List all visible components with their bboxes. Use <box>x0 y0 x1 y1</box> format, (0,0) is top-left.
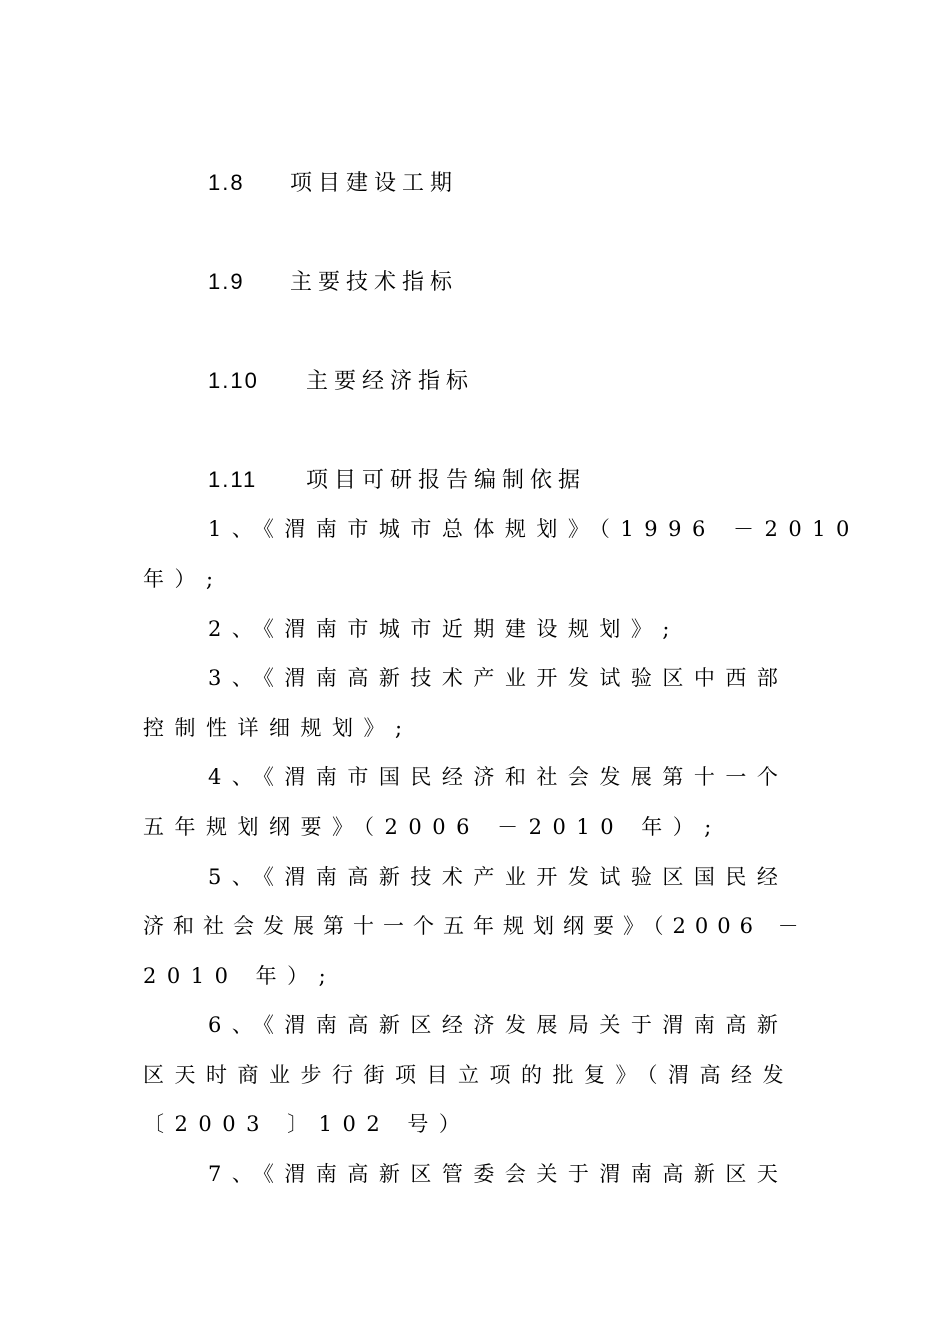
basis-item-6: 6、《渭南高新区经济发展局关于渭南高新 <box>208 1013 789 1037</box>
section-number: 1.8 <box>208 170 245 195</box>
section-number: 1.9 <box>208 269 245 294</box>
basis-item-1-cont: 年）; <box>143 567 224 591</box>
basis-item-6-cont-2: 〔2003 〕102 号） <box>143 1112 471 1136</box>
basis-item-3: 3、《渭南高新技术产业开发试验区中西部 <box>208 666 789 690</box>
basis-item-5: 5、《渭南高新技术产业开发试验区国民经 <box>208 865 789 889</box>
basis-item-3-cont: 控制性详细规划》; <box>143 716 413 740</box>
section-heading-1-8 <box>208 168 458 198</box>
basis-item-2: 2、《渭南市城市近期建设规划》; <box>208 617 680 641</box>
section-number: 1.10 <box>208 368 259 393</box>
section-title: 项目建设工期 <box>290 170 459 195</box>
section-heading-1-9 <box>208 267 458 297</box>
basis-item-1: 1、《渭南市城市总体规划》（1996 －2010 <box>208 517 860 541</box>
basis-item-6-cont: 区天时商业步行街项目立项的批复》（渭高经发 <box>143 1063 794 1087</box>
section-number: 1.11 <box>208 467 258 492</box>
section-title: 主要经济指标 <box>306 368 475 393</box>
section-heading-1-10 <box>208 366 474 396</box>
basis-item-7: 7、《渭南高新区管委会关于渭南高新区天 <box>208 1162 789 1186</box>
section-title: 项目可研报告编制依据 <box>306 467 587 492</box>
section-title: 主要技术指标 <box>290 269 459 294</box>
basis-item-5-cont: 济和社会发展第十一个五年规划纲要》（2006 － <box>143 914 808 938</box>
basis-item-4: 4、《渭南市国民经济和社会发展第十一个 <box>208 765 789 789</box>
basis-item-4-cont: 五年规划纲要》（2006 －2010 年）; <box>143 815 722 839</box>
section-heading-1-11 <box>208 465 586 495</box>
basis-item-5-cont-2: 2010 年）; <box>143 964 337 988</box>
